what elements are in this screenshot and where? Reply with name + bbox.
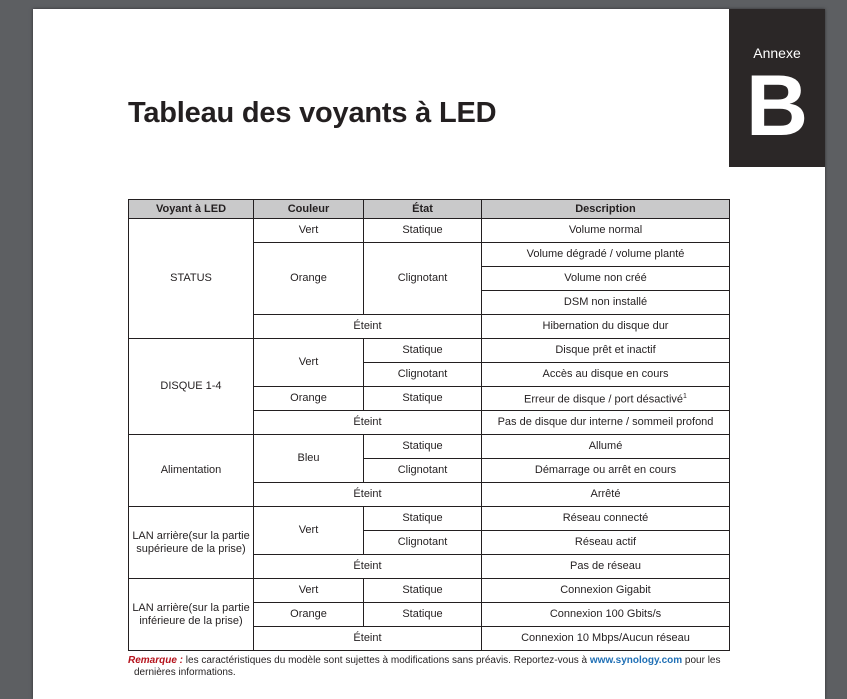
note-label: Remarque :	[128, 655, 184, 666]
led-name-line1: LAN arrière(sur la partie	[132, 601, 250, 614]
document-page	[33, 9, 825, 699]
note-text: les caractéristiques du modèle sont sujettes à modifications sans préavis. Reportez-vous à	[183, 655, 590, 666]
color-cell: Orange	[254, 387, 364, 411]
footnote	[128, 655, 728, 679]
color-cell: Vert	[254, 339, 364, 387]
note-text-end: pour les	[682, 655, 721, 666]
led-name-line2: supérieure de la prise)	[136, 542, 246, 555]
description-cell: Connexion 10 Mbps/Aucun réseau	[482, 627, 730, 651]
state-cell: Statique	[364, 579, 482, 603]
off-cell: Éteint	[254, 627, 482, 651]
off-cell: Éteint	[254, 315, 482, 339]
description-text: Erreur de disque / port désactivé	[524, 393, 684, 406]
table-row	[129, 219, 730, 243]
annex-letter: B	[745, 58, 809, 154]
led-table	[128, 199, 730, 651]
header-led: Voyant à LED	[129, 200, 254, 219]
led-name-line2: inférieure de la prise)	[139, 614, 243, 627]
state-cell: Clignotant	[364, 459, 482, 483]
state-cell: Clignotant	[364, 531, 482, 555]
led-name-line1: LAN arrière(sur la partie	[132, 529, 250, 542]
description-cell: Connexion 100 Gbits/s	[482, 603, 730, 627]
off-cell: Éteint	[254, 555, 482, 579]
description-cell: Allumé	[482, 435, 730, 459]
description-cell	[482, 387, 730, 411]
description-cell: Pas de disque dur interne / sommeil profond	[482, 411, 730, 435]
off-cell: Éteint	[254, 411, 482, 435]
annex-label: Annexe	[753, 45, 801, 61]
synology-link[interactable]: www.synology.com	[589, 655, 683, 666]
state-cell: Statique	[364, 507, 482, 531]
header-description: Description	[482, 200, 730, 219]
description-cell: Réseau actif	[482, 531, 730, 555]
table-row	[129, 579, 730, 603]
page-title: Tableau des voyants à LED	[128, 97, 497, 129]
footnote-marker: 1	[683, 393, 687, 401]
table-row	[129, 339, 730, 363]
led-name-cell	[129, 579, 254, 651]
state-cell: Statique	[364, 387, 482, 411]
description-cell: Volume dégradé / volume planté	[482, 243, 730, 267]
state-cell: Clignotant	[364, 363, 482, 387]
color-cell: Vert	[254, 579, 364, 603]
state-cell: Statique	[364, 339, 482, 363]
description-cell: Disque prêt et inactif	[482, 339, 730, 363]
description-cell: Connexion Gigabit	[482, 579, 730, 603]
led-name-cell	[129, 507, 254, 579]
color-cell: Orange	[254, 603, 364, 627]
led-name-cell: DISQUE 1-4	[129, 339, 254, 435]
state-cell: Statique	[364, 603, 482, 627]
led-name-cell: Alimentation	[129, 435, 254, 507]
description-cell: Arrêté	[482, 483, 730, 507]
header-state: État	[364, 200, 482, 219]
table-row	[129, 507, 730, 531]
table-row	[129, 435, 730, 459]
state-cell: Clignotant	[364, 243, 482, 315]
color-cell: Vert	[254, 219, 364, 243]
description-cell: Démarrage ou arrêt en cours	[482, 459, 730, 483]
note-line2: dernières informations.	[134, 667, 236, 678]
color-cell: Vert	[254, 507, 364, 555]
description-cell: Volume normal	[482, 219, 730, 243]
description-cell: Volume non créé	[482, 267, 730, 291]
table-header-row	[129, 200, 730, 219]
state-cell: Statique	[364, 435, 482, 459]
header-color: Couleur	[254, 200, 364, 219]
color-cell: Bleu	[254, 435, 364, 483]
annex-tab	[729, 9, 825, 167]
color-cell: Orange	[254, 243, 364, 315]
description-cell: DSM non installé	[482, 291, 730, 315]
description-cell: Réseau connecté	[482, 507, 730, 531]
description-cell: Accès au disque en cours	[482, 363, 730, 387]
led-name-cell: STATUS	[129, 219, 254, 339]
off-cell: Éteint	[254, 483, 482, 507]
description-cell: Hibernation du disque dur	[482, 315, 730, 339]
description-cell: Pas de réseau	[482, 555, 730, 579]
state-cell: Statique	[364, 219, 482, 243]
